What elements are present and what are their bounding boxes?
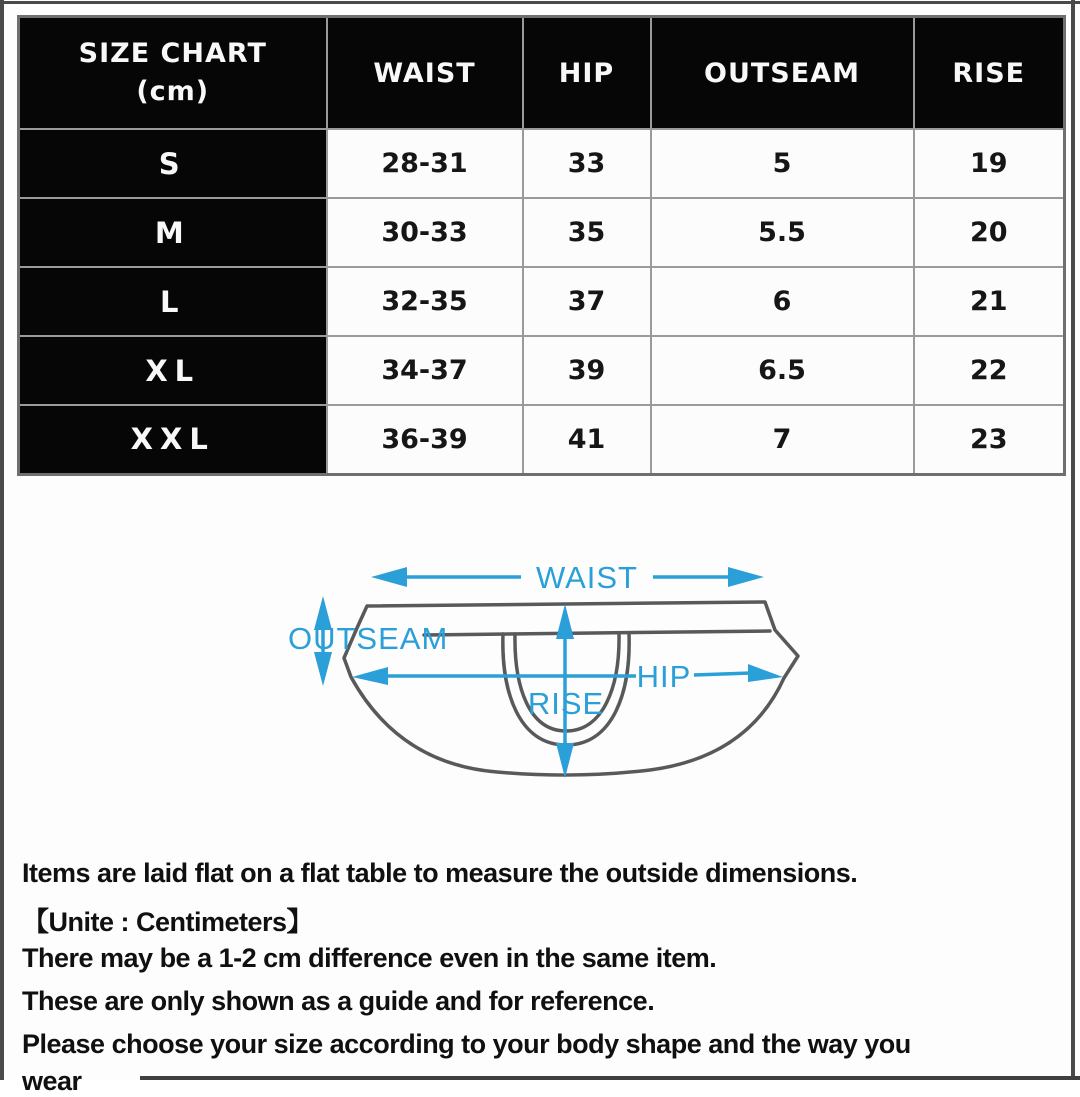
cell-xxl-rise: 23: [914, 405, 1065, 474]
frame-border-top: [0, 1, 1080, 4]
outseam-arrowhead-down: [314, 652, 332, 686]
waist-label: WAIST: [535, 560, 639, 595]
size-label-xxl: XXL: [19, 405, 327, 474]
cell-m-waist: 30-33: [327, 198, 523, 267]
cell-s-hip: 33: [523, 129, 651, 198]
cell-l-waist: 32-35: [327, 267, 523, 336]
hip-arrow: [352, 664, 783, 685]
cell-l-outseam: 6: [651, 267, 914, 336]
size-chart-table: [17, 15, 1066, 476]
note-tolerance: There may be a 1-2 cm difference even in the same item.: [22, 943, 717, 973]
col-header-waist: WAIST: [327, 17, 523, 130]
cell-xl-rise: 22: [914, 336, 1065, 405]
col-header-rise: RISE: [914, 17, 1065, 130]
cell-m-outseam: 5.5: [651, 198, 914, 267]
cell-s-waist: 28-31: [327, 129, 523, 198]
note-choose-size: Please choose your size according to your body shape and the way you: [22, 1029, 911, 1059]
note-choose-size-continued: wear: [22, 1066, 82, 1096]
hip-arrowhead-right: [748, 664, 783, 682]
size-label-l: L: [19, 267, 327, 336]
cell-s-rise: 19: [914, 129, 1065, 198]
cell-xxl-outseam: 7: [651, 405, 914, 474]
note-measure-method: Items are laid flat on a flat table to measure the outside dimensions.: [22, 858, 858, 888]
rise-arrowhead-down: [556, 743, 574, 778]
col-header-hip: HIP: [523, 17, 651, 130]
cell-l-rise: 21: [914, 267, 1065, 336]
note-guide: These are only shown as a guide and for reference.: [22, 986, 655, 1016]
rise-arrowhead-up: [556, 604, 574, 639]
cell-xl-waist: 34-37: [327, 336, 523, 405]
table-unit: (cm): [136, 76, 210, 107]
rise-label: RISE: [527, 686, 605, 721]
cell-m-rise: 20: [914, 198, 1065, 267]
waistband-seam-line: [424, 631, 770, 635]
cell-xl-outseam: 6.5: [651, 336, 914, 405]
table-row-xl: [19, 336, 1065, 405]
outseam-label: OUTSEAM: [288, 621, 449, 656]
table-title: SIZE CHART: [78, 38, 267, 69]
note-unit: 【Unite : Centimeters】: [22, 907, 314, 937]
cell-xxl-waist: 36-39: [327, 405, 523, 474]
frame-border-right: [1071, 0, 1075, 1080]
waist-arrowhead-right: [728, 567, 764, 587]
hip-label: HIP: [636, 659, 692, 694]
table-row-m: [19, 198, 1065, 267]
table-row-xxl: [19, 405, 1065, 474]
table-header-row: [19, 17, 1065, 130]
hip-arrowhead-left: [352, 667, 388, 685]
measurement-diagram: [270, 548, 810, 800]
col-header-outseam: OUTSEAM: [651, 17, 914, 130]
table-row-l: [19, 267, 1065, 336]
size-label-s: S: [19, 129, 327, 198]
cell-m-hip: 35: [523, 198, 651, 267]
col-header-size-chart: [19, 17, 327, 130]
table-row-s: [19, 129, 1065, 198]
cell-xxl-hip: 41: [523, 405, 651, 474]
cell-s-outseam: 5: [651, 129, 914, 198]
size-label-m: M: [19, 198, 327, 267]
size-label-xl: XL: [19, 336, 327, 405]
cell-l-hip: 37: [523, 267, 651, 336]
waist-arrowhead-left: [371, 567, 407, 587]
frame-border-left: [0, 0, 4, 1080]
cell-xl-hip: 39: [523, 336, 651, 405]
